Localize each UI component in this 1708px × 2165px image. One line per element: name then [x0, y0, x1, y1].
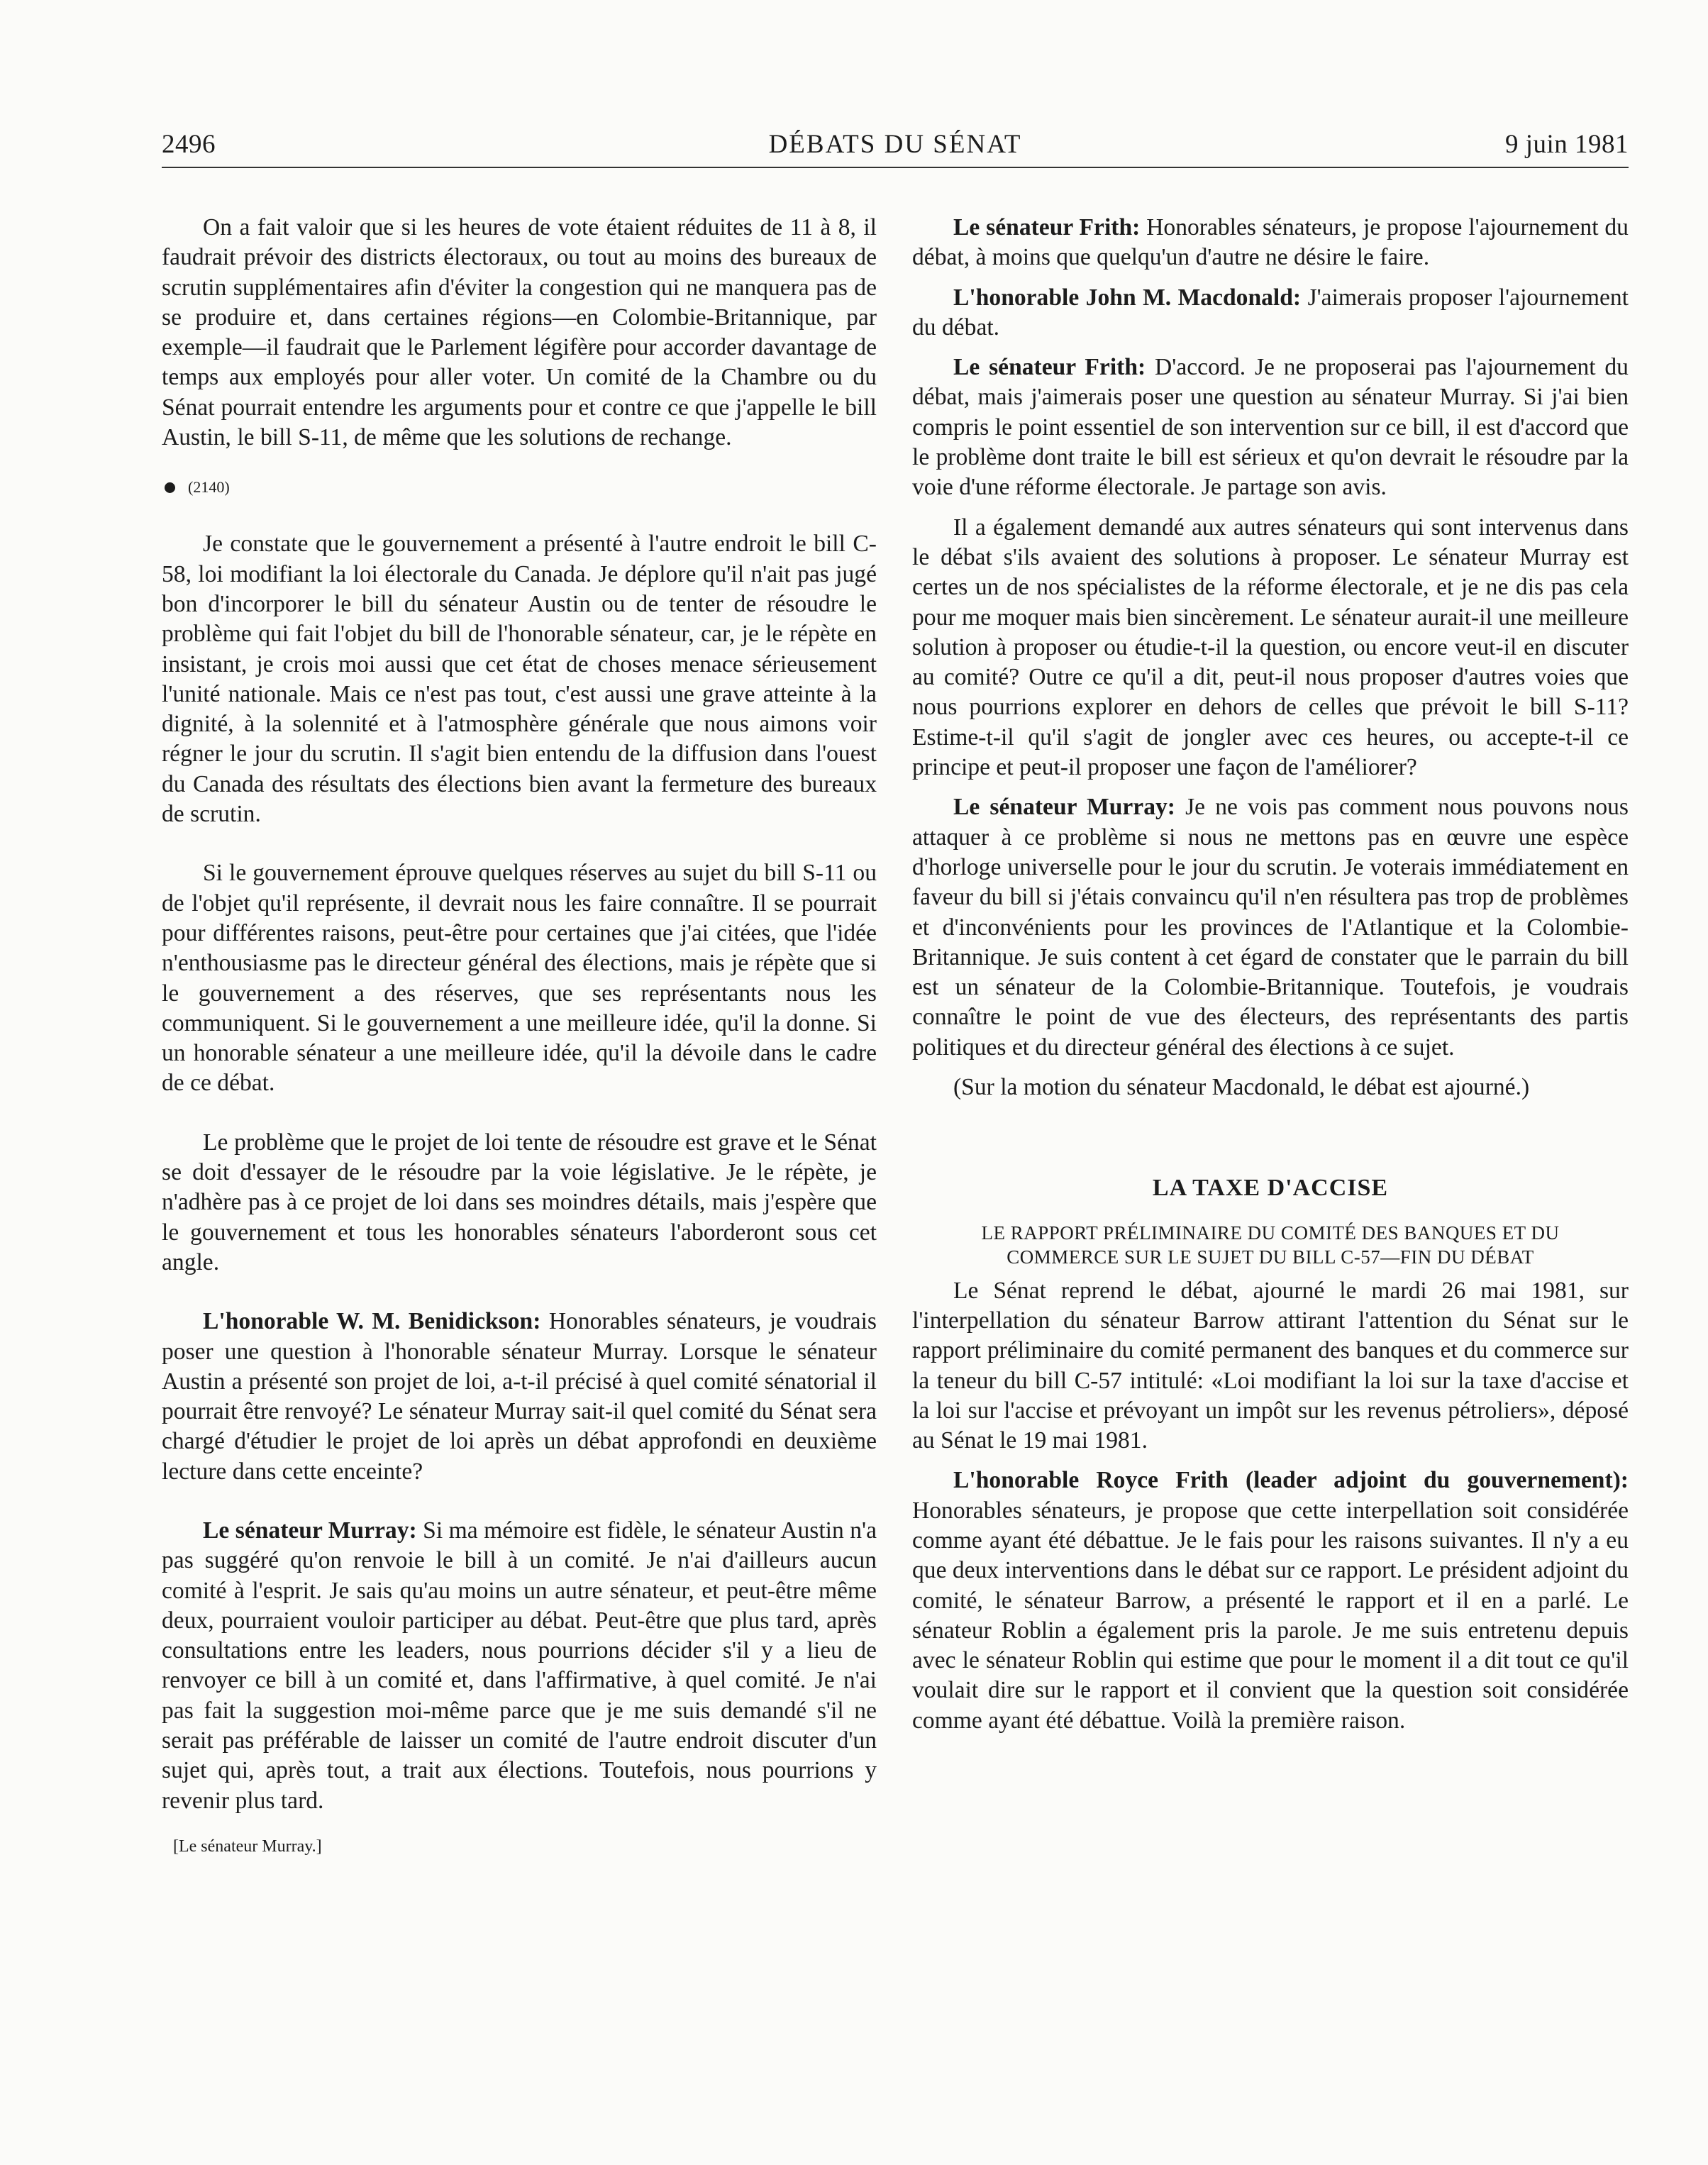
publication-date: 9 juin 1981: [1504, 130, 1629, 159]
publication-title: DÉBATS DU SÉNAT: [768, 130, 1022, 159]
speech-text: D'accord. Je ne proposerai pas l'ajournement du débat, mais j'aimerais poser une question au sénateur Murray. Si j'ai bien compris le point essentiel de son intervention sur ce bill, il est d'accord que le problème dont traite le bill est sérieux et qu'on devrait le résoudre par la voie d'une réforme électorale. Je partage son avis.: [912, 354, 1629, 501]
speaker-name: Le sénateur Frith:: [953, 354, 1146, 381]
right-column: [912, 213, 1629, 1736]
speaker-name: L'honorable John M. Macdonald:: [953, 284, 1302, 311]
speech-frith: [912, 353, 1629, 502]
speaker-name: L'honorable W. M. Benidickson:: [203, 1308, 541, 1335]
paragraph: On a fait valoir que si les heures de vote étaient réduites de 11 à 8, il faudrait prévoir des districts électoraux, ou tout au moins des bureaux de scrutin supplémentaires afin d'éviter la congestion qui ne manquera pas de se produire et, dans certaines régions—en Colombie-Britannique, par exemple—il faudrait que le Parlement légifère pour accorder davantage de temps aux employés pour aller voter. Un comité de la Chambre ou du Sénat pourrait entendre les arguments pour et contre ce que j'appelle le bill Austin, le bill S-11, de même que les solutions de rechange.: [162, 214, 877, 451]
bullet-icon: [165, 482, 175, 493]
speech-frith: [912, 1466, 1629, 1736]
speaker-name: Le sénateur Murray:: [953, 794, 1175, 821]
paragraph: Si le gouvernement éprouve quelques réserves au sujet du bill S-11 ou de l'objet qu'il représente, il devrait nous les faire connaître. Il se pourrait pour différentes raisons, peut-être pour certaines que j'ai citées, que l'idée n'enthousiasme pas le directeur général des élections, mais je répète que si le gouvernement a des réserves, que ses représentants nous les communiquent. Si le gouvernement a une meilleure idée, qu'il la donne. Si un honorable sénateur a une meilleure idée, qu'il la dévoile dans le cadre de ce débat.: [162, 860, 877, 1097]
header-rule: [162, 167, 1629, 168]
speaker-name: L'honorable Royce Frith (leader adjoint du gouvernement):: [953, 1467, 1629, 1494]
time-marker: [162, 472, 877, 502]
page-number: 2496: [162, 130, 216, 159]
speech-macdonald: [912, 283, 1629, 343]
section-subtitle-line: LE RAPPORT PRÉLIMINAIRE DU COMITÉ DES BANQUES ET DU: [981, 1222, 1560, 1244]
section-subtitle: [912, 1221, 1629, 1269]
paragraph: Je constate que le gouvernement a présenté à l'autre endroit le bill C-58, loi modifiant la loi électorale du Canada. Je déplore qu'il n'ait pas jugé bon d'incorporer le bill du sénateur Austin ou de tenter de résoudre le problème qui fait l'objet du bill de l'honorable sénateur, car, je le répète en insistant, je crois moi aussi que cet état de choses menace sérieusement l'unité nationale. Mais ce n'est pas tout, c'est aussi une grave atteinte à la dignité, à la solennité et à l'atmosphère générale que nous aimons voir régner le jour du scrutin. Il s'agit bien entendu de la diffusion dans l'ouest du Canada des résultats des élections bien avant la fermeture des bureaux de scrutin.: [162, 531, 877, 828]
page-header: [162, 129, 1629, 165]
speaker-name: Le sénateur Frith:: [953, 214, 1141, 240]
paragraph: Le problème que le projet de loi tente de résoudre est grave et le Sénat se doit d'essayer de le résoudre par la voie législative. Je le répète, je n'adhère pas à ce projet de loi dans ses moindres détails, mais j'espère que le gouvernement et tous les honorables sénateurs l'aborderont sous cet angle.: [162, 1129, 877, 1275]
section-subtitle-line: COMMERCE SUR LE SUJET DU BILL C-57—FIN DU DÉBAT: [1006, 1246, 1534, 1268]
paragraph: Il a également demandé aux autres sénateurs qui sont intervenus dans le débat s'ils avaient des solutions à proposer. Le sénateur Murray est certes un de nos spécialistes de la réforme électorale, et je ne dis pas cela pour me moquer mais bien sincèrement. Le sénateur aurait-il une meilleure solution à proposer ou étudie-t-il la question, ou encore veut-il en discuter au comité? Outre ce qu'il a dit, peut-il nous proposer d'autres voies que nous pourrions explorer en dehors de celles que prévoit le bill S-11? Estime-t-il qu'il s'agit de jongler avec ces heures, ou accepte-t-il ce principe et peut-il proposer une façon de l'améliorer?: [912, 514, 1629, 781]
speech-murray: [912, 792, 1629, 1063]
section-title: LA TAXE D'ACCISE: [1152, 1175, 1389, 1202]
speaker-name: Le sénateur Murray:: [203, 1517, 417, 1544]
time-marker-text: (2140): [188, 478, 230, 497]
paragraph: Le Sénat reprend le débat, ajourné le mardi 26 mai 1981, sur l'interpellation du sénateur Barrow attirant l'attention du Sénat sur le rapport préliminaire du comité permanent des banques et du commerce sur la teneur du bill C-57 intitulé: «Loi modifiant la loi sur la taxe d'accise et la loi sur l'accise et prévoyant un impôt sur les revenus pétroliers», déposé au Sénat le 19 mai 1981.: [912, 1277, 1629, 1454]
speech-text: Honorables sénateurs, je propose l'ajournement du débat, à moins que quelqu'un d'autre ne désire le faire.: [912, 214, 1629, 271]
motion-note: (Sur la motion du sénateur Macdonald, le débat est ajourné.): [953, 1074, 1530, 1101]
speech-murray: [162, 1516, 877, 1816]
speech-text: J'aimerais proposer l'ajournement du débat.: [912, 284, 1629, 340]
speech-text: Si ma mémoire est fidèle, le sénateur Austin n'a pas suggéré qu'on renvoie le bill à un comité. Je n'ai d'ailleurs aucun comité à l'esprit. Je sais qu'au moins un autre sénateur, et peut-être même deux, pourraient vouloir participer au débat. Peut-être que plus tard, après consultations entre les leaders, nous pourrions décider s'il y a lieu de renvoyer ce bill à un comité et, dans l'affirmative, à quel comité. Je n'ai pas fait la suggestion moi-même parce que je me suis demandé s'il ne serait pas préférable de laisser un comité de l'autre endroit discuter d'un sujet qui, après tout, a trait aux élections. Toutefois, nous pourrions y revenir plus tard.: [162, 1517, 877, 1814]
speech-benidickson: [162, 1307, 877, 1487]
left-column: [162, 213, 877, 1861]
speech-frith: [912, 213, 1629, 273]
speech-text: Honorables sénateurs, je voudrais poser une question à l'honorable sénateur Murray. Lorsque le sénateur Austin a présenté son projet de loi, a-t-il précisé à quel comité sénatorial il pourrait être renvoyé? Le sénateur Murray sait-il quel comité du Sénat sera chargé d'étudier le projet de loi après un débat approfondi en deuxième lecture dans cette enceinte?: [162, 1308, 877, 1485]
speech-text: Honorables sénateurs, je propose que cette interpellation soit considérée comme ayant été débattue. Je le fais pour les raisons suivantes. Il n'y a eu que deux interventions dans le débat sur ce rapport. Le président adjoint du comité, le sénateur Barrow, a présenté le rapport et il en a parlé. Le sénateur Roblin a également pris la parole. Je me suis entretenu depuis avec le sénateur Roblin qui estime que pour le moment il a dit tout ce qu'il voulait dire sur le rapport et il convient que la question soit considérée comme ayant été débattue. Voilà la première raison.: [912, 1497, 1629, 1734]
speech-text: Je ne vois pas comment nous pouvons nous attaquer à ce problème si nous ne mettons pas en œuvre une espèce d'horloge universelle pour le jour du scrutin. Je voterais immédiatement en faveur du bill si j'étais convaincu qu'il n'en résultera pas trop de problèmes et d'inconvénients pour les provinces de l'Atlantique et la Colombie-Britannique. Je suis content à cet égard de constater que le parrain du bill est un sénateur de la Colombie-Britannique. Toutefois, je voudrais connaître le point de vue des électeurs, des représentants des partis politiques et du directeur général des élections à ce sujet.: [912, 794, 1629, 1061]
footnote: [Le sénateur Murray.]: [173, 1837, 322, 1856]
